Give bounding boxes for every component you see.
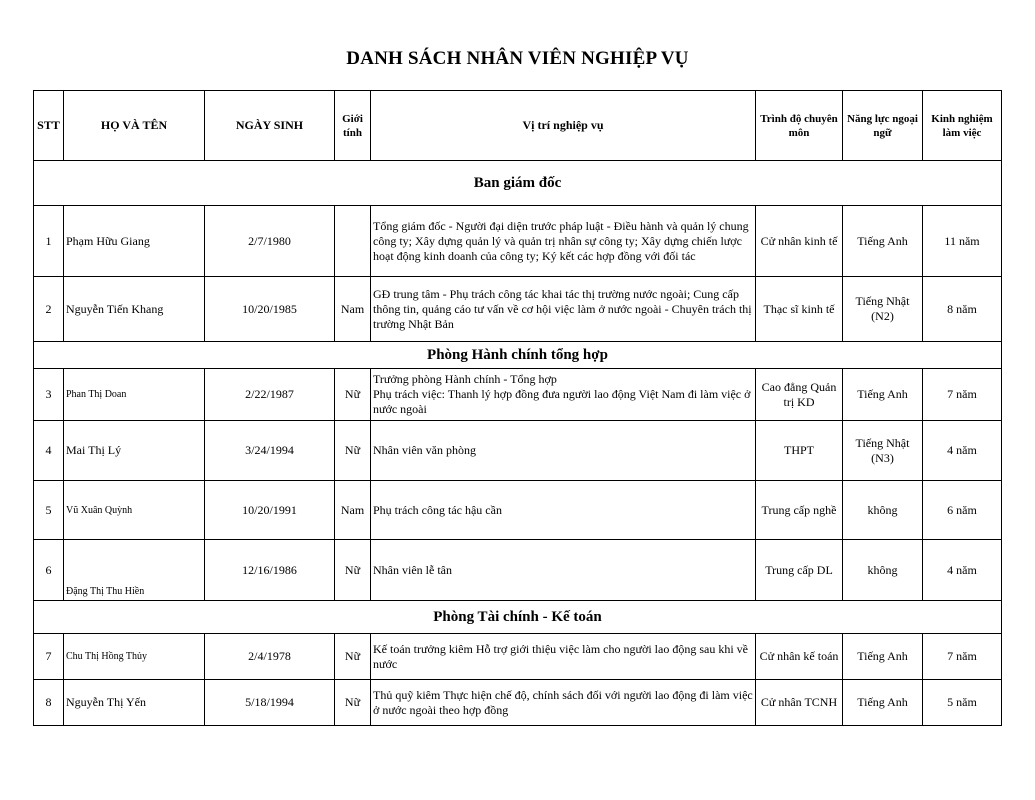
section-row — [34, 601, 1002, 634]
cell-gender: Nữ — [335, 421, 371, 481]
header-experience: Kinh nghiệm làm việc — [923, 91, 1002, 161]
cell-qualification: Trung cấp DL — [756, 540, 843, 601]
cell-position: Tổng giám đốc - Người đại diện trước pháp luật - Điều hành và quản lý chung công ty; Xây dựng quản lý và quản trị nhân sự công ty; Xây dựng chiến lược hoạt động kinh doanh của công ty; Ký kết các hợp đồng với đối tác — [371, 206, 756, 277]
cell-gender: Nữ — [335, 680, 371, 726]
section-title: Phòng Hành chính tổng hợp — [34, 342, 1002, 369]
cell-language: không — [843, 540, 923, 601]
table-row — [34, 421, 1002, 481]
table-row — [34, 277, 1002, 342]
cell-gender: Nữ — [335, 540, 371, 601]
header-qualification: Trình độ chuyên môn — [756, 91, 843, 161]
cell-position: Nhân viên lễ tân — [371, 540, 756, 601]
staff-table — [33, 90, 1002, 726]
cell-dob: 2/22/1987 — [205, 369, 335, 421]
cell-experience: 4 năm — [923, 421, 1002, 481]
cell-qualification: Trung cấp nghề — [756, 481, 843, 540]
cell-experience: 6 năm — [923, 481, 1002, 540]
cell-stt: 6 — [34, 540, 64, 601]
cell-position: Kế toán trưởng kiêm Hỗ trợ giới thiệu việc làm cho người lao động sau khi về nước — [371, 634, 756, 680]
position-line: Phụ trách việc: Thanh lý hợp đồng đưa người lao động Việt Nam đi làm việc ở nước ngoài — [373, 387, 751, 416]
header-name: HỌ VÀ TÊN — [64, 91, 205, 161]
cell-qualification: Cử nhân kinh tế — [756, 206, 843, 277]
cell-position: Phụ trách công tác hậu cần — [371, 481, 756, 540]
table-row — [34, 540, 1002, 601]
cell-position: Thủ quỹ kiêm Thực hiện chế độ, chính sách đối với người lao động đi làm việc ở nước ngoài theo hợp đồng — [371, 680, 756, 726]
cell-language: Tiếng Nhật (N2) — [843, 277, 923, 342]
cell-dob: 10/20/1985 — [205, 277, 335, 342]
cell-experience: 7 năm — [923, 369, 1002, 421]
section-row — [34, 161, 1002, 206]
cell-experience: 8 năm — [923, 277, 1002, 342]
cell-language: Tiếng Anh — [843, 206, 923, 277]
position-line: Trưởng phòng Hành chính - Tổng hợp — [373, 372, 557, 386]
cell-name: Nguyễn Thị Yến — [64, 680, 205, 726]
cell-stt: 4 — [34, 421, 64, 481]
cell-language: Tiếng Nhật (N3) — [843, 421, 923, 481]
cell-name: Vũ Xuân Quỳnh — [64, 481, 205, 540]
cell-name: Mai Thị Lý — [64, 421, 205, 481]
header-dob: NGÀY SINH — [205, 91, 335, 161]
header-language: Năng lực ngoại ngữ — [843, 91, 923, 161]
cell-experience: 5 năm — [923, 680, 1002, 726]
cell-stt: 3 — [34, 369, 64, 421]
cell-gender — [335, 206, 371, 277]
cell-gender: Nữ — [335, 634, 371, 680]
section-title: Phòng Tài chính - Kế toán — [34, 601, 1002, 634]
cell-qualification: Thạc sĩ kinh tế — [756, 277, 843, 342]
cell-position: GĐ trung tâm - Phụ trách công tác khai tác thị trường nước ngoài; Cung cấp thông tin, quảng cáo tư vấn về cơ hội việc làm ở nước ngoài - Chuyên trách thị trường Nhật Bản — [371, 277, 756, 342]
cell-language: không — [843, 481, 923, 540]
cell-gender: Nam — [335, 481, 371, 540]
cell-language: Tiếng Anh — [843, 634, 923, 680]
cell-experience: 4 năm — [923, 540, 1002, 601]
cell-stt: 7 — [34, 634, 64, 680]
cell-name: Phạm Hữu Giang — [64, 206, 205, 277]
cell-experience: 7 năm — [923, 634, 1002, 680]
cell-qualification: Cao đẳng Quản trị KD — [756, 369, 843, 421]
table-row — [34, 206, 1002, 277]
cell-language: Tiếng Anh — [843, 369, 923, 421]
cell-name: Nguyễn Tiến Khang — [64, 277, 205, 342]
header-row — [34, 91, 1002, 161]
cell-qualification: Cử nhân kế toán — [756, 634, 843, 680]
table-row — [34, 634, 1002, 680]
cell-dob: 2/7/1980 — [205, 206, 335, 277]
cell-stt: 5 — [34, 481, 64, 540]
page-title: DANH SÁCH NHÂN VIÊN NGHIỆP VỤ — [346, 48, 689, 69]
table-row — [34, 481, 1002, 540]
cell-stt: 1 — [34, 206, 64, 277]
cell-name: Chu Thị Hồng Thủy — [64, 634, 205, 680]
cell-position: Nhân viên văn phòng — [371, 421, 756, 481]
cell-position — [371, 369, 756, 421]
cell-dob: 12/16/1986 — [205, 540, 335, 601]
cell-dob: 5/18/1994 — [205, 680, 335, 726]
cell-dob: 2/4/1978 — [205, 634, 335, 680]
cell-stt: 2 — [34, 277, 64, 342]
cell-name: Đặng Thị Thu Hiền — [64, 540, 205, 601]
cell-qualification: Cử nhân TCNH — [756, 680, 843, 726]
cell-stt: 8 — [34, 680, 64, 726]
cell-experience: 11 năm — [923, 206, 1002, 277]
cell-dob: 3/24/1994 — [205, 421, 335, 481]
cell-gender: Nam — [335, 277, 371, 342]
cell-language: Tiếng Anh — [843, 680, 923, 726]
cell-name: Phan Thị Doan — [64, 369, 205, 421]
header-gender: Giới tính — [335, 91, 371, 161]
cell-gender: Nữ — [335, 369, 371, 421]
cell-qualification: THPT — [756, 421, 843, 481]
section-title: Ban giám đốc — [34, 161, 1002, 206]
header-position: Vị trí nghiệp vụ — [371, 91, 756, 161]
section-row — [34, 342, 1002, 369]
table-row — [34, 369, 1002, 421]
table-row — [34, 680, 1002, 726]
header-stt: STT — [34, 91, 64, 161]
cell-dob: 10/20/1991 — [205, 481, 335, 540]
